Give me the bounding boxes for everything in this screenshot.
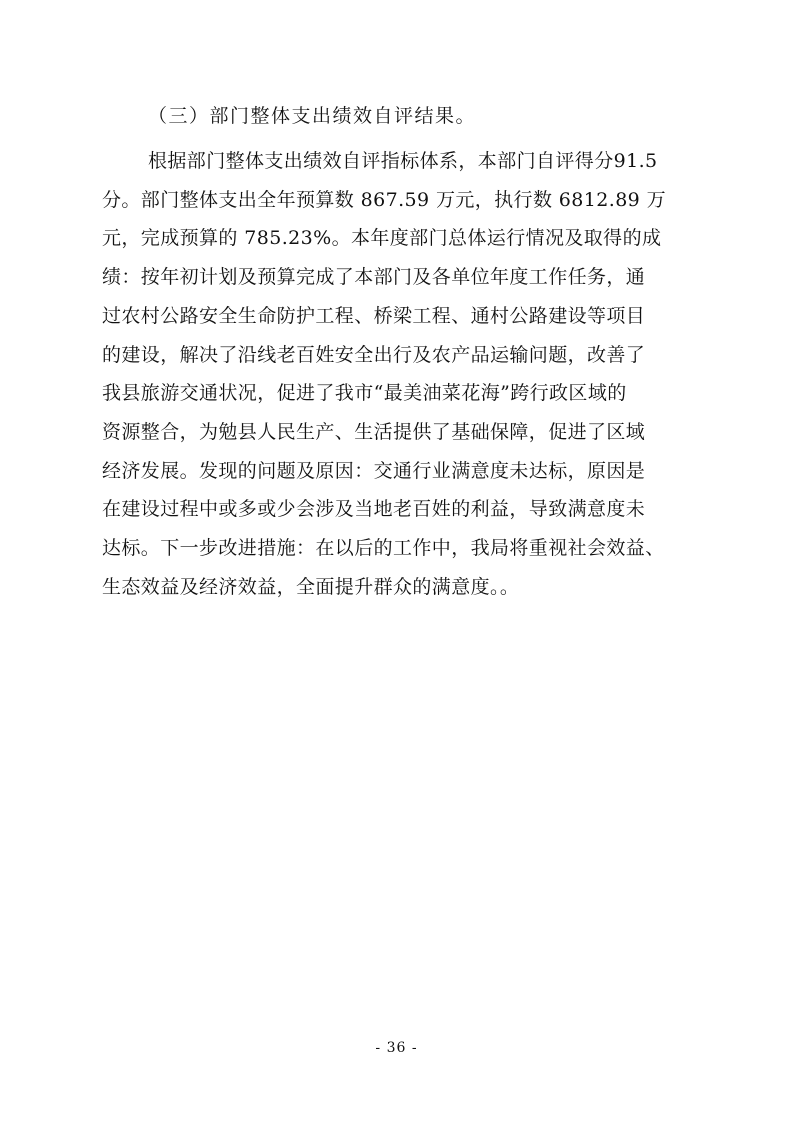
paragraph-line: 达标。下一步改进措施：在以后的工作中，我局将重视社会效益、 [102,537,665,560]
section-heading: （三）部门整体支出绩效自评结果。 [148,105,477,127]
paragraph-line: 的建设，解决了沿线老百姓安全出行及农产品运输问题，改善了 [102,343,646,366]
paragraph-line: 我县旅游交通状况，促进了我市“最美油菜花海”跨行政区域的 [102,382,627,405]
paragraph-line: 分。部门整体支出全年预算数 867.59 万元，执行数 6812.89 万 [102,188,667,211]
page-number: - 36 - [375,1040,418,1056]
paragraph-line: 绩：按年初计划及预算完成了本部门及各单位年度工作任务，通 [102,266,646,289]
paragraph-line: 过农村公路安全生命防护工程、桥梁工程、通村公路建设等项目 [102,304,646,327]
paragraph-line: 经济发展。发现的问题及原因：交通行业满意度未达标，原因是 [102,459,646,482]
paragraph-line: 根据部门整体支出绩效自评指标体系，本部门自评得分91.5 [148,150,658,172]
paragraph-line: 资源整合，为勉县人民生产、生活提供了基础保障，促进了区域 [102,420,646,443]
body-paragraph [102,142,702,606]
paragraph-line: 生态效益及经济效益，全面提升群众的满意度。。 [102,575,520,598]
paragraph-line: 元，完成预算的 785.23%。本年度部门总体运行情况及取得的成 [102,227,662,250]
paragraph-line: 在建设过程中或多或少会涉及当地老百姓的利益，导致满意度未 [102,498,646,521]
